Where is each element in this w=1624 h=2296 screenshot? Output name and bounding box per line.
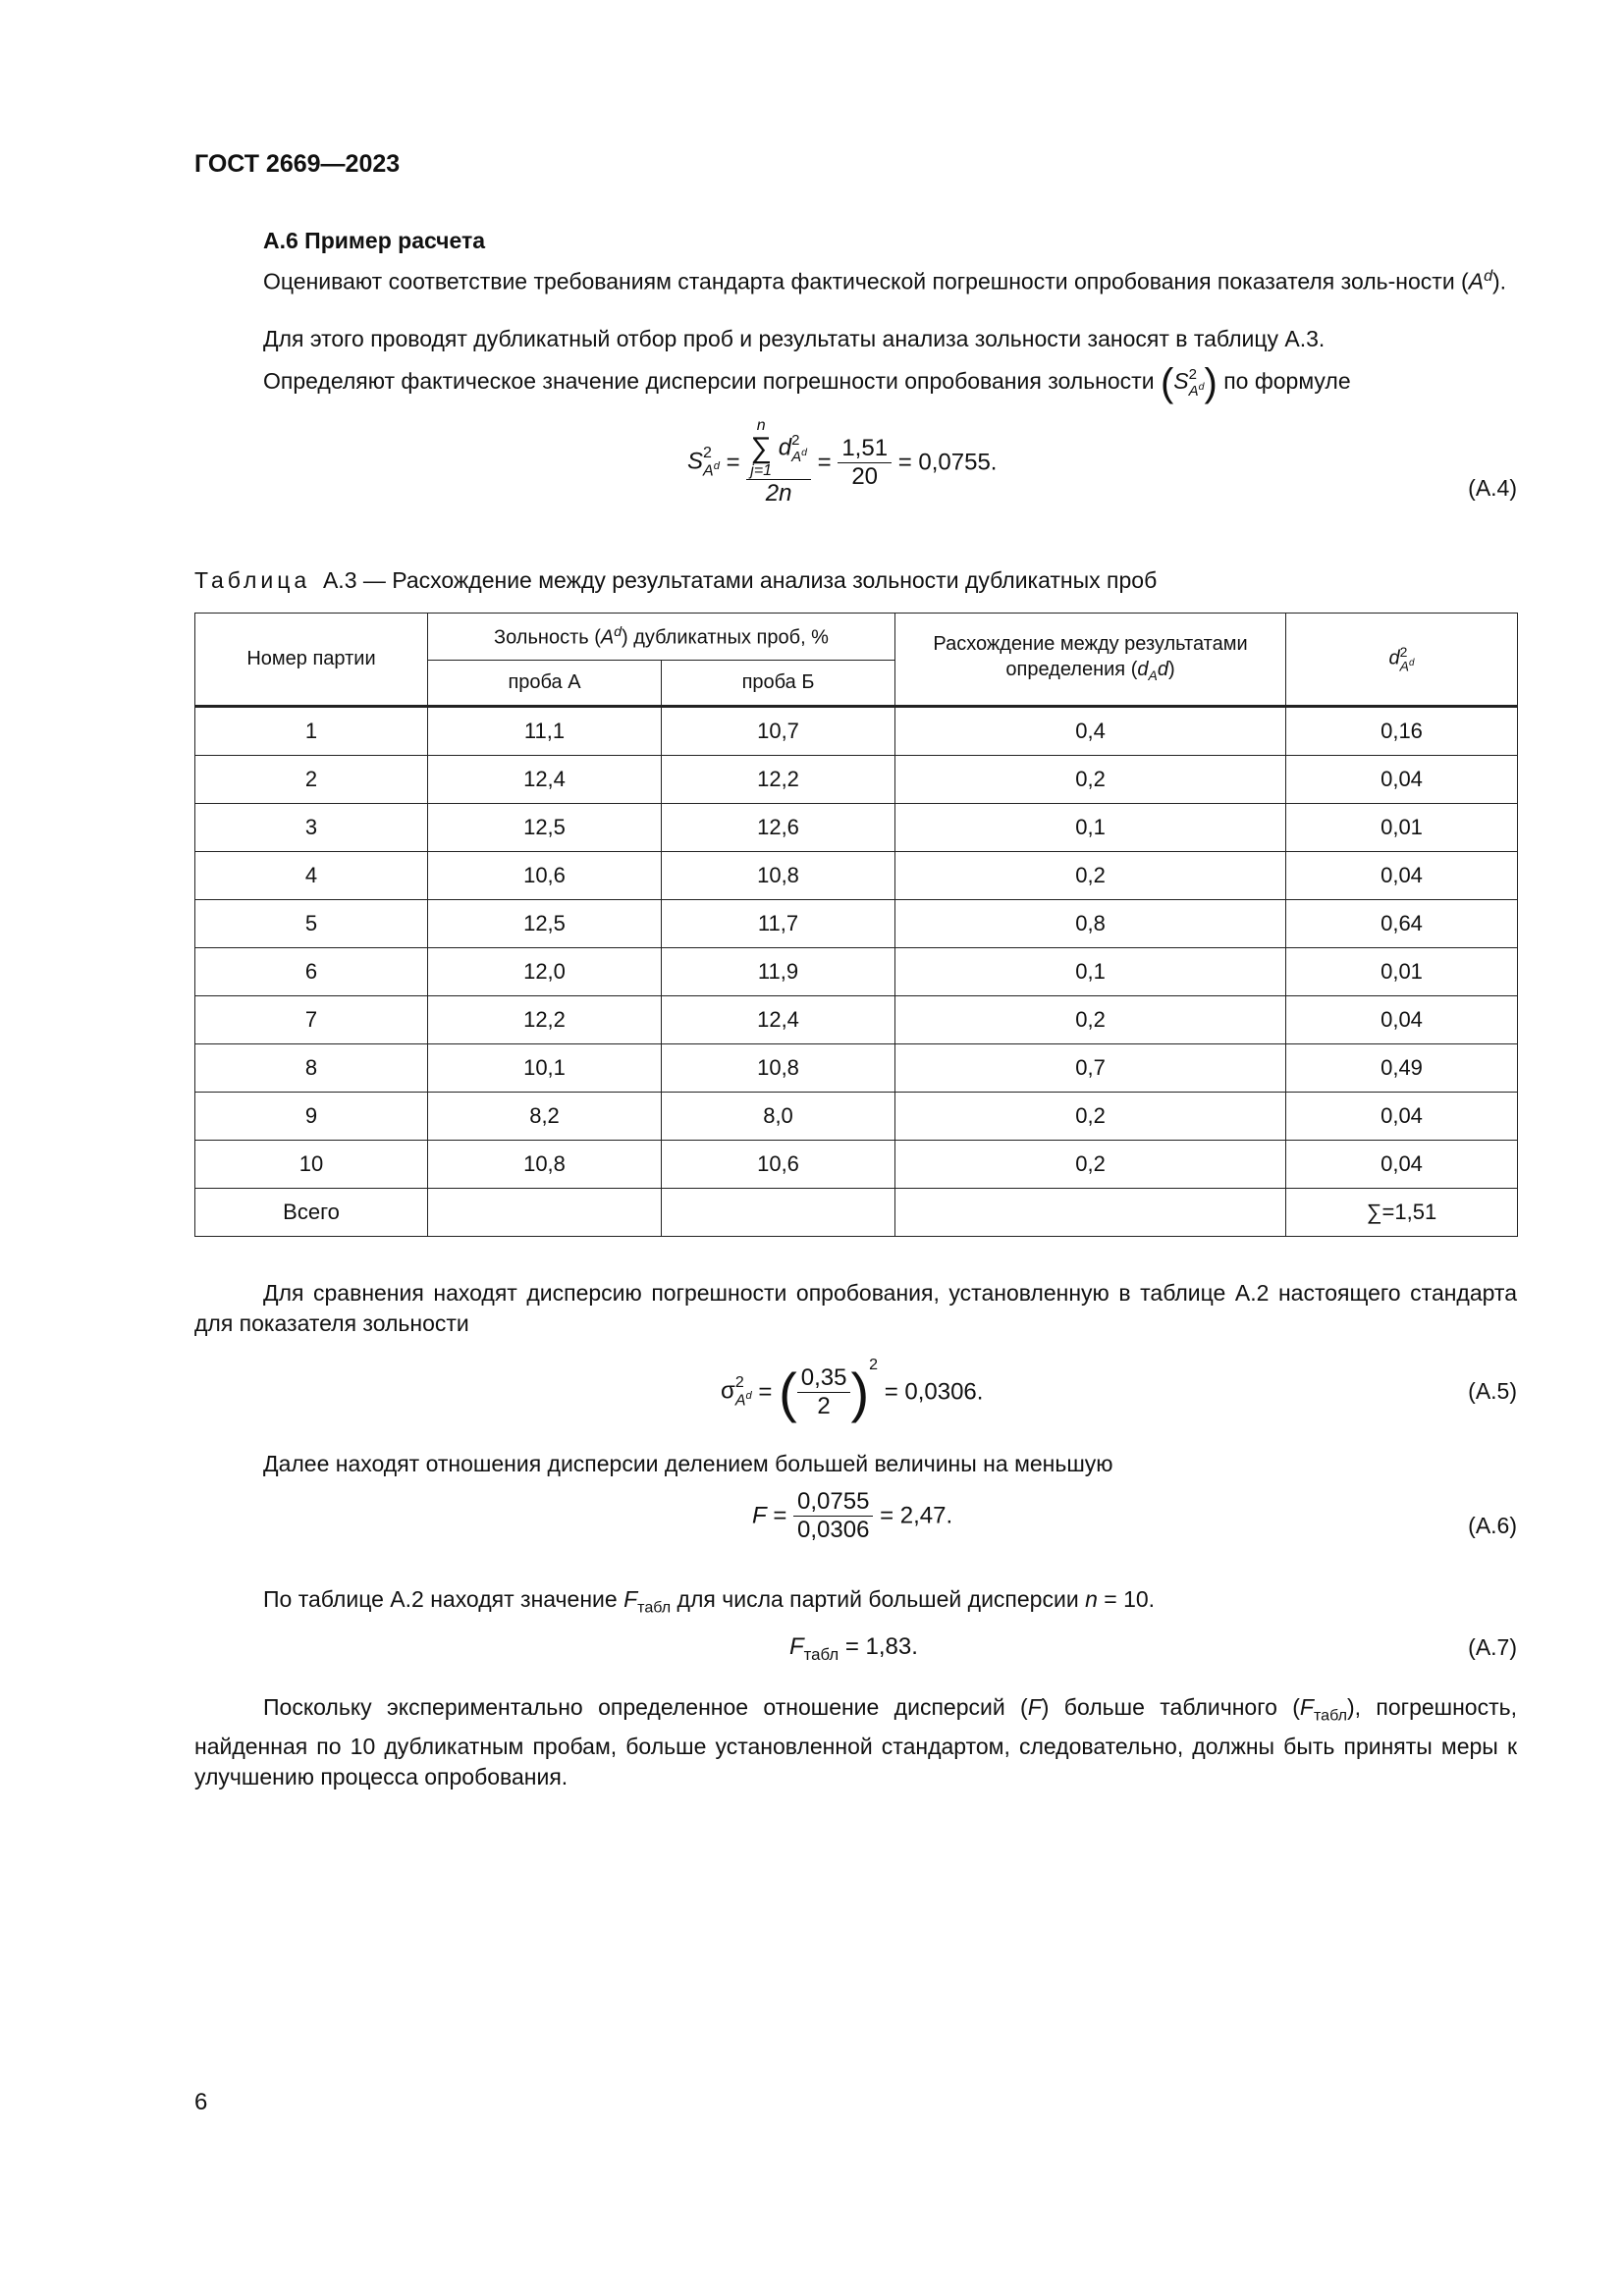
table-row: 4 10,6 10,8 0,2 0,04 [195,852,1518,900]
paragraph-conclusion: Поскольку экспериментально определенное отношение дисперсий (F) больше табличного $(F_{табл})$, погрешность, найденная по 10 дубликатным пробам, больше установленной стандартом, следовательно, должны быть приняты меры к улучшению процесса опробования. [194,1694,1517,1789]
formula-a4: S 2 $A^d$ = n ∑ j=1 d 2 $A^d$ 2n = $\frac{1,51}{20}$ = 0,0755. [687,417,998,507]
paragraph-dispersion: Определяют фактическое значение дисперсии погрешности опробования зольности (S 2 $A^d$ ) по формуле [263,361,1351,404]
table-row: 8 10,1 10,8 0,7 0,49 [195,1044,1518,1093]
table-row: 5 12,5 11,7 0,8 0,64 [195,900,1518,948]
equation-number-a4: (А.4) [1468,475,1517,501]
paragraph-table-value: По таблице А.2 находят значение $F_{табл}$ для числа партий большей дисперсии n = 10. [263,1586,1156,1617]
header-sample-b: проба Б [662,661,895,707]
formula-a5: σ 2 $A^d$ = ( $\frac{0,35}{2}$ )$^2$ = 0,0306. [721,1357,984,1423]
total-label: Всего [195,1189,428,1237]
header-ash-content: Зольность $(A^d)$ дубликатных проб, % [428,614,895,661]
table-total-row [195,1189,1518,1237]
equation-number-a5: (А.5) [1468,1378,1517,1404]
formula-a7: $F_{табл} = 1,83$. [789,1633,918,1664]
header-batch-number: Номер партии [195,614,428,707]
header-difference: Расхождение между результатами определения $(d_Ad)$ [895,614,1286,707]
formula-a5-fraction: $\frac{0,35}{2}$ [797,1364,851,1420]
table-row: 10 10,8 10,6 0,2 0,04 [195,1141,1518,1189]
formula-a6-fraction: $\frac{0,0755}{0,0306}$ [793,1488,873,1544]
table-caption: Таблица А.3 — Расхождение между результатами анализа зольности дубликатных проб [194,567,1158,593]
page-number: 6 [194,2089,208,2115]
document-header: ГОСТ 2669—2023 [194,150,401,178]
paragraph-intro-text: Оценивают соответствие требованиям стандарта фактической погрешности опробования показателя золь-ности ( [263,268,1469,294]
equation-number-a6: (А.6) [1468,1513,1517,1538]
formula-a4-sum-fraction: n ∑ j=1 d 2 $A^d$ 2n [746,418,811,507]
header-d-squared: d 2 $A^d$ [1286,614,1518,707]
formula-a6: F = $\frac{0,0755}{0,0306}$ = 2,47. [752,1488,953,1543]
header-sample-a: проба А [428,661,662,707]
table-row: 7 12,2 12,4 0,2 0,04 [195,996,1518,1044]
paragraph-table-ref: Для этого проводят дубликатный отбор проб и результаты анализа зольности заносят в таблицу А.3. [263,326,1326,351]
paragraph-comparison: Для сравнения находят дисперсию погрешности опробования, установленную в таблице А.2 настоящего стандарта для показателя зольности [194,1280,1517,1336]
section-title: А.6 Пример расчета [263,228,486,253]
table-row: 1 11,1 10,7 0,4 0,16 [195,707,1518,756]
table-row: 3 12,5 12,6 0,1 0,01 [195,804,1518,852]
paragraph-intro: Оценивают соответствие требованиям стандарта фактической погрешности опробования показателя золь-ности $(A^d)$. [263,267,1507,294]
formula-a4-value-fraction: $\frac{1,51}{20}$ [838,435,892,491]
table-row: 2 12,4 12,2 0,2 0,04 [195,756,1518,804]
table-row: 9 8,2 8,0 0,2 0,04 [195,1093,1518,1141]
table-row: 6 12,0 11,9 0,1 0,01 [195,948,1518,996]
ash-table [194,613,1518,1237]
paragraph-ratio: Далее находят отношения дисперсии делением большей величины на меньшую [263,1451,1113,1476]
equation-number-a7: (А.7) [1468,1634,1517,1660]
total-value: ∑=1,51 [1286,1189,1518,1237]
